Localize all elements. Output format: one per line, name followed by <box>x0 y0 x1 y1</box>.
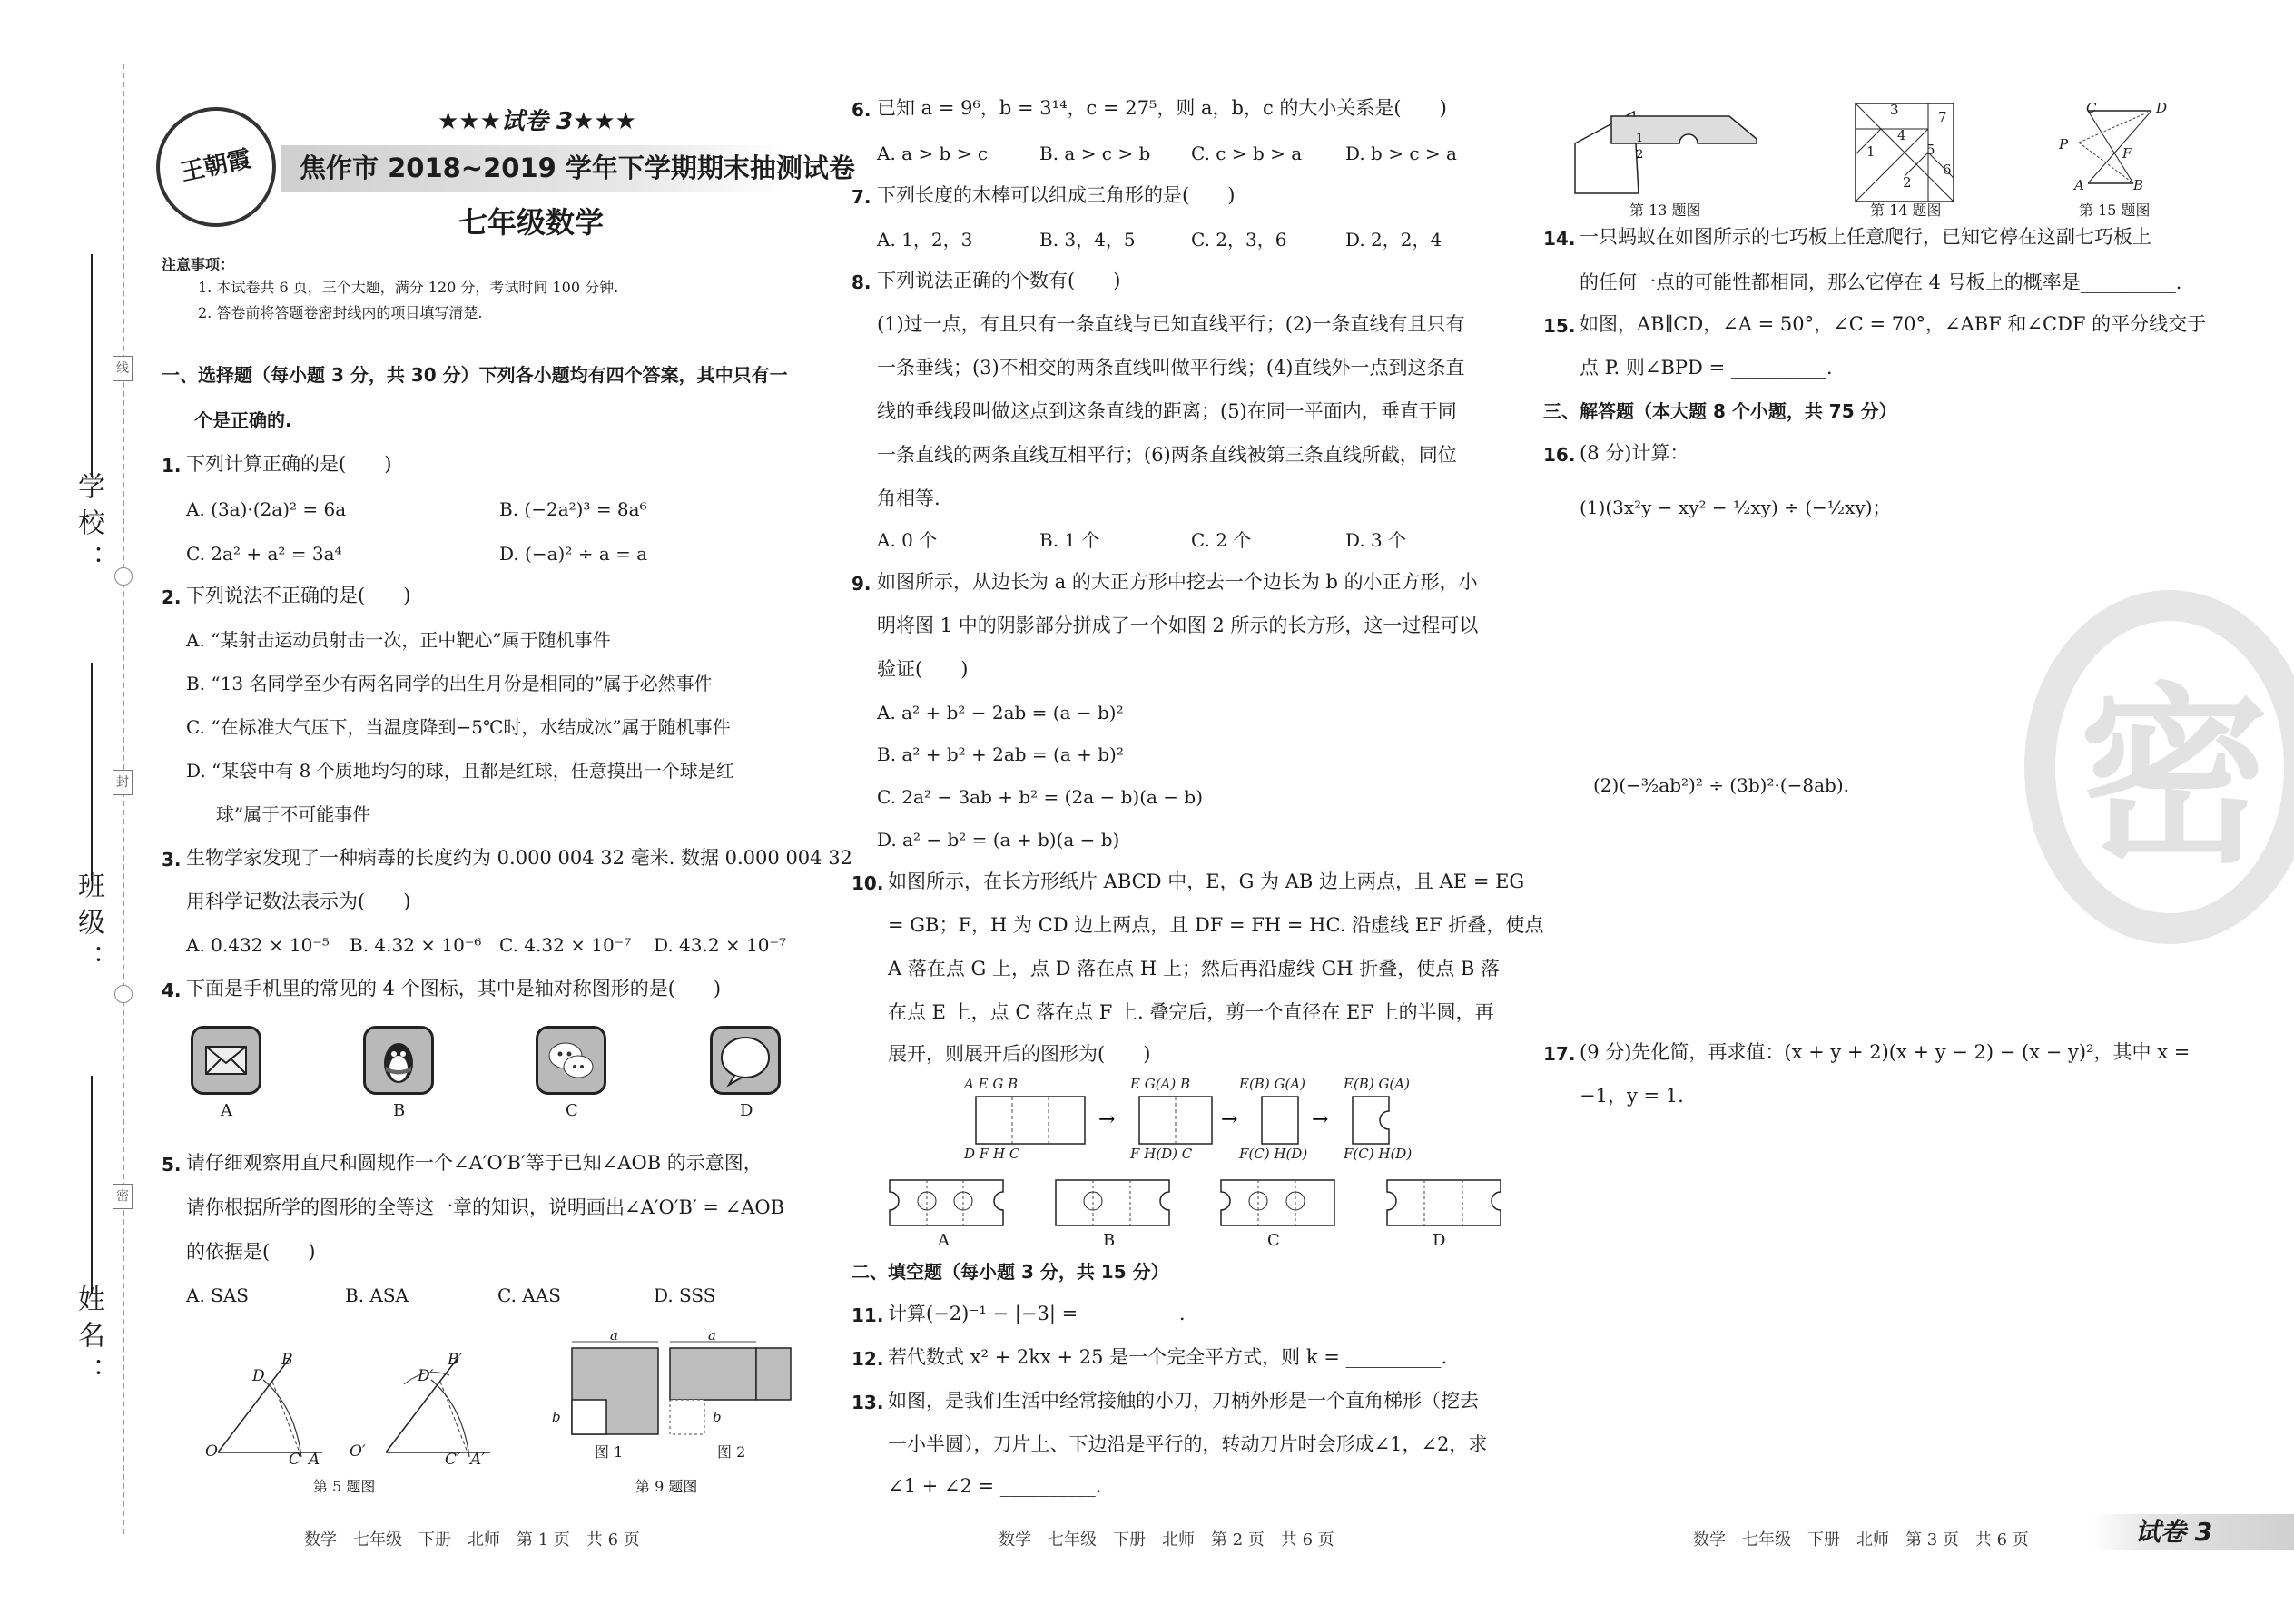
q3-option-d: D. 43.2 × 10⁻⁷ <box>654 934 787 956</box>
fig5-label-b-prime: B′ <box>448 1351 463 1369</box>
tangram-piece-2: 2 <box>1903 174 1912 191</box>
tangram-piece-1: 1 <box>1866 143 1876 160</box>
fig15-label-p: P <box>2059 136 2069 153</box>
fig9-label-b: b <box>552 1409 561 1425</box>
q2-option-b: B. “13 名同学至少有两名同学的出生月份是相同的”属于必然事件 <box>186 673 713 694</box>
fig15-caption: 第 15 题图 <box>2079 202 2151 219</box>
tangram-piece-4: 4 <box>1897 127 1906 143</box>
q7-option-b: B. 3，4，5 <box>1039 229 1136 251</box>
q2-option-c: C. “在标准大气压下，当温度降到−5℃时，水结成冰”属于随机事件 <box>186 716 731 738</box>
fig5-label-o: O <box>205 1442 218 1461</box>
q13-line-2: 一小半圆），刀片上、下边沿是平行的，转动刀片时会形成∠1，∠2，求 <box>888 1433 1488 1455</box>
q8-line-3: 线的垂线段叫做这点到这条直线的距离；(5)在同一平面内，垂直于同 <box>877 400 1457 422</box>
q15-line-2: 点 P. 则∠BPD = __________. <box>1580 357 1833 379</box>
notes-item-2: 2. 答卷前将答题卷密封线内的项目填写清楚. <box>198 304 483 321</box>
svg-text:→: → <box>1312 1108 1329 1131</box>
q3-stem: 生物学家发现了一种病毒的长度约为 0.000 004 32 毫米. 数据 0.000 004 32 <box>186 847 852 869</box>
tangram-piece-5: 5 <box>1926 142 1935 158</box>
q7-option-d: D. 2，2，4 <box>1345 229 1442 251</box>
q5-stem-cont: 请你根据所学的图形的全等这一章的知识，说明画出∠A′O′B′ = ∠AOB <box>186 1196 785 1218</box>
q1-number: 1. <box>162 455 182 477</box>
q3-stem-cont: 用科学记数法表示为( ) <box>186 891 411 912</box>
section3-heading: 三、解答题（本大题 8 个小题，共 75 分） <box>1543 400 1897 422</box>
q10-option-d: D <box>1433 1231 1446 1250</box>
fig9-caption: 第 9 题图 <box>635 1478 698 1495</box>
q2-stem: 下列说法不正确的是( ) <box>186 585 411 606</box>
footer-page-3: 数学 七年级 下册 北师 第 3 页 共 6 页 <box>1693 1530 2029 1550</box>
fig15-label-a: A <box>2074 177 2084 193</box>
q8-option-d: D. 3 个 <box>1345 529 1407 551</box>
q4-label-d: D <box>740 1101 753 1120</box>
figure-10-folding <box>962 1089 1452 1153</box>
svg-text:1: 1 <box>1636 132 1644 145</box>
figure-9-diagram <box>545 1334 799 1466</box>
fig14-caption: 第 14 题图 <box>1870 202 1942 219</box>
section2-heading: 二、填空题（每小题 3 分，共 15 分） <box>852 1261 1169 1283</box>
q3-number: 3. <box>162 849 182 871</box>
name-blank-line <box>91 1076 93 1294</box>
q6-number: 6. <box>852 99 871 121</box>
q15-number: 15. <box>1543 315 1576 337</box>
q12-stem: 若代数式 x² + 2kx + 25 是一个完全平方式，则 k = __________. <box>888 1346 1448 1368</box>
q4-label-b: B <box>393 1101 406 1120</box>
school-blank-line <box>91 254 93 477</box>
q12-number: 12. <box>852 1348 884 1370</box>
figure-10-options <box>885 1176 1502 1230</box>
svg-text:2: 2 <box>1636 148 1644 162</box>
q16-number: 16. <box>1543 444 1576 466</box>
q10-fig-top-label-4: E(B) G(A) <box>1344 1076 1410 1092</box>
footer-page-2: 数学 七年级 下册 北师 第 2 页 共 6 页 <box>999 1530 1334 1550</box>
fig5-label-a: A <box>309 1451 320 1469</box>
fig9-label-b2: b <box>713 1409 722 1425</box>
penguin-icon <box>363 1026 434 1095</box>
q7-option-a: A. 1，2，3 <box>877 229 973 251</box>
q9-line-3: 验证( ) <box>877 658 969 680</box>
q9-number: 9. <box>852 573 871 595</box>
class-label: 班级： <box>73 871 104 980</box>
fig9-label-fig2: 图 2 <box>717 1443 746 1461</box>
q2-number: 2. <box>162 586 182 608</box>
section1-heading-cont: 个是正确的. <box>194 409 292 431</box>
q14-line-1: 一只蚂蚁在如图所示的七巧板上任意爬行，已知它停在这副七巧板上 <box>1580 226 2151 248</box>
notes-item-1: 1. 本试卷共 6 页，三个大题，满分 120 分，考试时间 100 分钟. <box>198 279 619 296</box>
q13-line-1: 如图，是我们生活中经常接触的小刀，刀柄外形是一个直角梯形（挖去 <box>888 1390 1479 1412</box>
q17-number: 17. <box>1543 1043 1576 1065</box>
seal-marker-mi: 密 <box>113 1184 133 1209</box>
q10-option-a: A <box>938 1231 950 1250</box>
q6-option-a: A. a > b > c <box>877 143 989 164</box>
school-label: 学校： <box>73 472 104 581</box>
q13-line-3: ∠1 + ∠2 = __________. <box>888 1475 1102 1497</box>
q16-part-2: (2)(−³⁄₂ab²)² ÷ (3b)²·(−8ab). <box>1593 774 1849 796</box>
q6-option-d: D. b > c > a <box>1345 143 1457 164</box>
q10-fig-top-label-2: E G(A) B <box>1130 1076 1191 1092</box>
q1-option-c: C. 2a² + a² = 3a⁴ <box>186 543 342 565</box>
fig15-label-b: B <box>2133 177 2144 193</box>
binding-hole <box>114 985 133 1003</box>
q16-stem: (8 分)计算： <box>1580 442 1689 464</box>
svg-text:→: → <box>1098 1108 1116 1131</box>
class-blank-line <box>91 663 93 881</box>
seal-marker-feng: 封 <box>113 770 133 795</box>
q8-line-2: 一条垂线；(3)不相交的两条直线叫做平行线；(4)直线外一点到这条直 <box>877 357 1465 379</box>
notes-heading: 注意事项： <box>162 256 235 273</box>
fig5-label-c-prime: C′ <box>445 1451 460 1469</box>
q9-option-c: C. 2a² − 3ab + b² = (2a − b)(a − b) <box>877 786 1203 808</box>
footer-paper-tag: 试卷 3 <box>2135 1517 2213 1547</box>
fig5-label-c: C <box>289 1451 301 1469</box>
q7-number: 7. <box>852 186 871 208</box>
q11-stem: 计算(−2)⁻¹ − |−3| = __________. <box>888 1303 1186 1324</box>
fig5-label-o-prime: O′ <box>350 1442 366 1461</box>
q5-stem-cont2: 的依据是( ) <box>186 1241 316 1263</box>
brand-text: 王朝霞 <box>178 145 254 187</box>
watermark-text: 密 <box>2079 666 2270 889</box>
fig5-label-d: D <box>252 1367 265 1385</box>
q5-option-c: C. AAS <box>497 1284 561 1306</box>
q16-part-1: (1)(3x²y − xy² − ½xy) ÷ (−½xy)； <box>1580 497 1891 518</box>
fig9-label-a2: a <box>708 1327 716 1343</box>
q14-number: 14. <box>1543 228 1576 250</box>
q4-label-a: A <box>221 1101 232 1120</box>
mail-icon <box>191 1026 261 1095</box>
q1-option-a: A. (3a)·(2a)² = 6a <box>186 498 347 520</box>
seal-marker-xian: 线 <box>113 356 133 381</box>
q8-option-c: C. 2 个 <box>1191 529 1252 551</box>
tangram-piece-3: 3 <box>1890 102 1899 118</box>
exam-subject: 七年级数学 <box>458 205 605 240</box>
q10-line-3: A 落在点 G 上，点 D 落在点 H 上；然后再沿虚线 GH 折叠，使点 B 落 <box>888 958 1501 979</box>
q2-option-d: D. “某袋中有 8 个质地均匀的球，且都是红球，任意摸出一个球是红 <box>186 760 734 782</box>
q10-fig-bot-label-1: D F H C <box>964 1146 1020 1162</box>
q14-line-2: 的任何一点的可能性都相同，那么它停在 4 号板上的概率是__________. <box>1580 271 2182 293</box>
q9-line-2: 明将图 1 中的阴影部分拼成了一个如图 2 所示的长方形，这一过程可以 <box>877 615 1479 636</box>
fig13-caption: 第 13 题图 <box>1629 202 1701 219</box>
q8-line-1: (1)过一点，有且只有一条直线与已知直线平行；(2)一条直线有且只有 <box>877 313 1465 335</box>
q7-stem: 下列长度的木棒可以组成三角形的是( ) <box>877 184 1236 206</box>
q10-line-4: 在点 E 上，点 C 落在点 F 上. 叠完后，剪一个直径在 EF 上的半圆，再 <box>888 1001 1494 1023</box>
q10-fig-top-label-1: A E G B <box>964 1076 1019 1092</box>
q6-stem: 已知 a = 9⁶，b = 3¹⁴，c = 27⁵，则 a，b，c 的大小关系是( ) <box>877 97 1447 119</box>
q5-option-b: B. ASA <box>345 1284 409 1306</box>
q8-stem: 下列说法正确的个数有( ) <box>877 270 1121 291</box>
q9-line-1: 如图所示，从边长为 a 的大正方形中挖去一个边长为 b 的小正方形，小 <box>877 571 1478 593</box>
q17-line-2: −1，y = 1. <box>1580 1085 1684 1107</box>
brand-logo <box>156 107 276 227</box>
q3-option-b: B. 4.32 × 10⁻⁶ <box>350 934 482 956</box>
q10-fig-bot-label-2: F H(D) C <box>1130 1146 1193 1162</box>
q10-line-5: 展开，则展开后的图形为( ) <box>888 1043 1151 1065</box>
q8-option-a: A. 0 个 <box>877 529 938 551</box>
figure-13-knife <box>1570 107 1761 198</box>
q6-option-c: C. c > b > a <box>1191 143 1303 164</box>
name-label: 姓名： <box>73 1284 104 1393</box>
fig5-label-d-prime: D′ <box>418 1367 434 1385</box>
q2-option-d-cont: 球”属于不可能事件 <box>216 803 371 825</box>
fig5-label-a-prime: A′ <box>470 1451 486 1469</box>
q10-fig-bot-label-3: F(C) H(D) <box>1239 1146 1308 1162</box>
q1-stem: 下列计算正确的是( ) <box>186 453 392 475</box>
chat-bubbles-icon <box>536 1026 606 1095</box>
q1-option-d: D. (−a)² ÷ a = a <box>499 543 648 565</box>
q4-number: 4. <box>162 979 182 1001</box>
q8-line-4: 一条直线的两条直线互相平行；(6)两条直线被第三条直线所截，同位 <box>877 444 1457 466</box>
q11-number: 11. <box>852 1304 884 1326</box>
svg-text:→: → <box>1221 1108 1238 1131</box>
binding-line <box>123 64 124 1534</box>
q10-fig-top-label-3: E(B) G(A) <box>1239 1076 1305 1092</box>
q9-option-d: D. a² − b² = (a + b)(a − b) <box>877 829 1120 851</box>
binding-hole <box>114 567 133 586</box>
q10-option-c: C <box>1267 1231 1280 1250</box>
q9-option-b: B. a² + b² + 2ab = (a + b)² <box>877 743 1124 765</box>
speech-bubble-icon <box>710 1026 781 1095</box>
fig5-caption: 第 5 题图 <box>313 1478 376 1495</box>
fig15-label-c: C <box>2086 100 2097 116</box>
fig9-label-fig1: 图 1 <box>595 1443 624 1461</box>
q10-fig-bot-label-4: F(C) H(D) <box>1344 1146 1413 1162</box>
q4-stem: 下面是手机里的常见的 4 个图标，其中是轴对称图形的是( ) <box>186 978 722 999</box>
q10-line-1: 如图所示，在长方形纸片 ABCD 中，E，G 为 AB 边上两点，且 AE = EG <box>888 871 1525 892</box>
q5-option-a: A. SAS <box>186 1284 250 1306</box>
q15-line-1: 如图，AB∥CD，∠A = 50°，∠C = 70°，∠ABF 和∠CDF 的平分线交于 <box>1580 313 2207 335</box>
q5-number: 5. <box>162 1154 182 1176</box>
q6-option-b: B. a > c > b <box>1039 143 1151 164</box>
fig9-label-a: a <box>610 1327 618 1343</box>
exam-title: 焦作市 2018~2019 学年下学期期末抽测试卷 <box>300 153 855 183</box>
footer-page-1: 数学 七年级 下册 北师 第 1 页 共 6 页 <box>304 1530 640 1550</box>
q4-label-c: C <box>566 1101 578 1120</box>
q17-line-1: (9 分)先化简，再求值：(x + y + 2)(x + y − 2) − (x − y)²，其中 x = <box>1580 1041 2191 1063</box>
q7-option-c: C. 2，3，6 <box>1191 229 1287 251</box>
q8-option-b: B. 1 个 <box>1039 529 1100 551</box>
q3-option-a: A. 0.432 × 10⁻⁵ <box>186 934 330 956</box>
q3-option-c: C. 4.32 × 10⁻⁷ <box>499 934 632 956</box>
tangram-piece-7: 7 <box>1938 109 1947 125</box>
q5-stem: 请仔细观察用直尺和圆规作一个∠A′O′B′等于已知∠AOB 的示意图， <box>186 1152 763 1174</box>
q10-number: 10. <box>852 872 884 894</box>
q10-option-b: B <box>1103 1231 1116 1250</box>
q8-number: 8. <box>852 271 871 293</box>
q8-line-5: 角相等. <box>877 487 940 509</box>
fig5-label-b: B <box>281 1351 293 1369</box>
fig15-label-f: F <box>2122 145 2132 162</box>
section1-heading: 一、选择题（每小题 3 分，共 30 分）下列各小题均有四个答案，其中只有一 <box>162 364 788 386</box>
q10-line-2: = GB；F，H 为 CD 边上两点，且 DF = FH = HC. 沿虚线 EF 折叠，使点 <box>888 914 1544 936</box>
q9-option-a: A. a² + b² − 2ab = (a − b)² <box>877 702 1124 723</box>
fig15-label-d: D <box>2156 100 2168 116</box>
tangram-piece-6: 6 <box>1943 162 1952 178</box>
q5-option-d: D. SSS <box>654 1284 716 1306</box>
q1-option-b: B. (−2a²)³ = 8a⁶ <box>499 498 647 520</box>
q2-option-a: A. “某射击运动员射击一次，正中靶心”属于随机事件 <box>186 629 611 651</box>
paper-number: ★★★试卷 3★★★ <box>438 108 636 135</box>
q13-number: 13. <box>852 1392 884 1413</box>
